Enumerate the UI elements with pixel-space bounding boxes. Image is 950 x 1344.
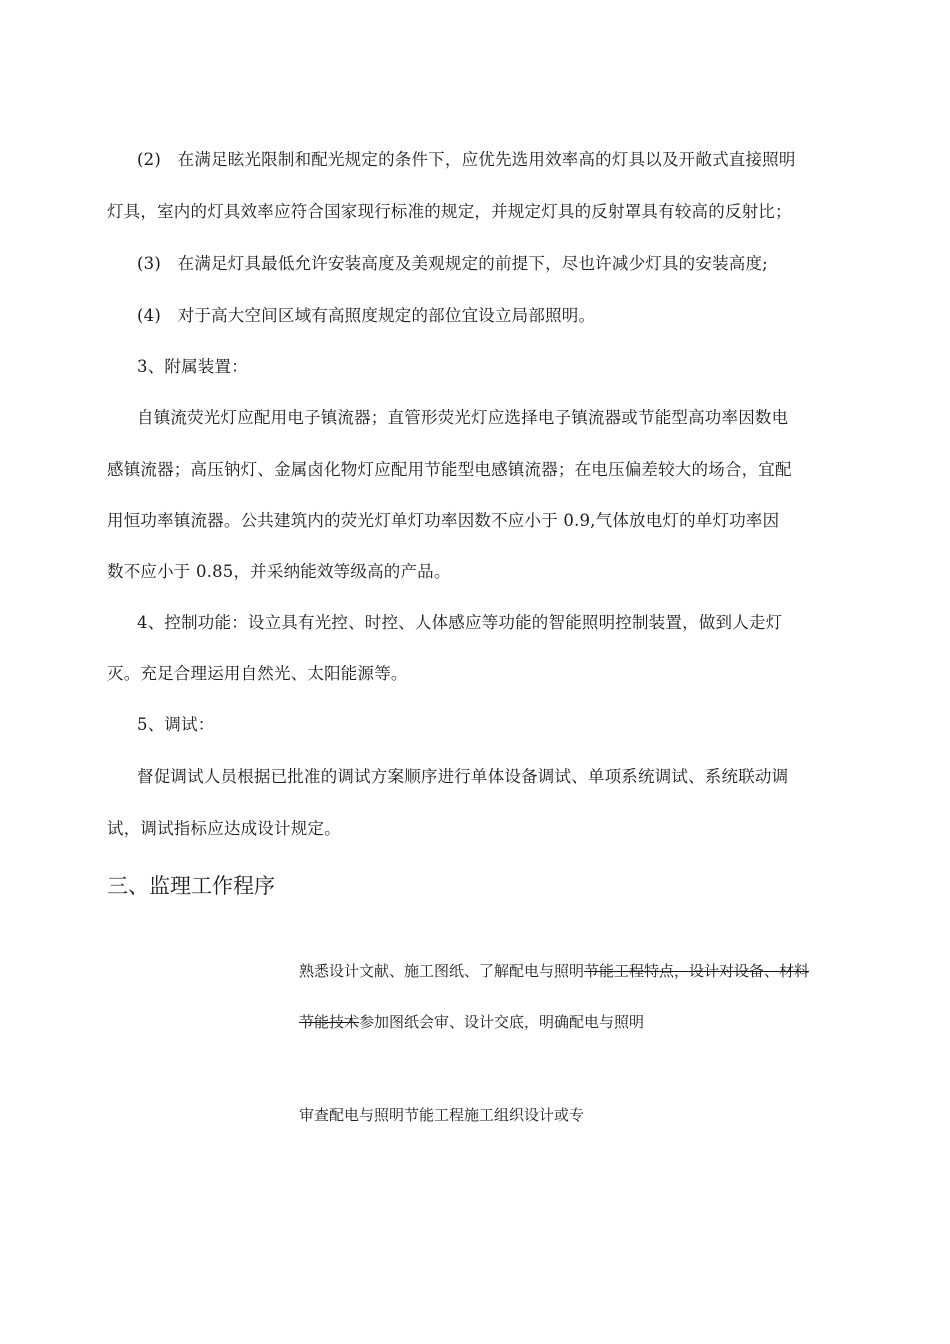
section-5-title: 5、调试： xyxy=(137,715,215,734)
section-4-line-1: 4、控制功能：设立具有光控、时控、人体感应等功能的智能照明控制装置，做到人走灯 xyxy=(137,613,783,632)
flow-text-struck: 节能工程特点，设计对设备、材料 xyxy=(584,962,810,980)
section-3-line-4: 数不应小于 0.85，并采纳能效等级高的产品。 xyxy=(107,562,451,581)
flow-box-1-line-2 xyxy=(299,1013,644,1031)
section-3-line-2: 感镇流器；高压钠灯、金属卤化物灯应配用节能型电感镇流器；在电压偏差较大的场合，宜配 xyxy=(107,460,792,479)
section-5-line-2: 试，调试指标应达成设计规定。 xyxy=(107,819,341,838)
section-3-line-1: 自镇流荧光灯应配用电子镇流器；直管形荧光灯应选择电子镇流器或节能型高功率因数电 xyxy=(137,408,789,427)
flow-box-1-line-1 xyxy=(299,962,809,980)
para-2-line-2: 灯具，室内的灯具效率应符合国家现行标准的规定，并规定灯具的反射罩具有较高的反射比； xyxy=(107,202,792,221)
section-heading-3: 三、监理工作程序 xyxy=(107,874,275,898)
flow-text-plain: 参加图纸会审、设计交底，明确配电与照明 xyxy=(359,1013,645,1031)
flow-text-plain: 熟悉设计文献、施工图纸、了解配电与照明 xyxy=(299,962,585,980)
para-3: (3) 在满足灯具最低允许安装高度及美观规定的前提下，尽也许减少灯具的安装高度; xyxy=(137,254,768,273)
section-3-line-3: 用恒功率镇流器。公共建筑内的荧光灯单灯功率因数不应小于 0.9,气体放电灯的单灯功率因 xyxy=(107,511,780,530)
section-3-title: 3、附属装置： xyxy=(137,357,248,376)
section-4-line-2: 灭。充足合理运用自然光、太阳能源等。 xyxy=(107,664,408,683)
para-2-line-1: (2) 在满足眩光限制和配光规定的条件下，应优先选用效率高的灯具以及开敞式直接照明 xyxy=(137,150,796,169)
para-4: (4) 对于高大空间区域有高照度规定的部位宜设立局部照明。 xyxy=(137,306,596,325)
flow-box-2-line-1: 审查配电与照明节能工程施工组织设计或专 xyxy=(299,1106,585,1124)
section-5-line-1: 督促调试人员根据已批准的调试方案顺序进行单体设备调试、单项系统调试、系统联动调 xyxy=(137,767,789,786)
flow-text-struck: 节能技术 xyxy=(299,1013,360,1031)
